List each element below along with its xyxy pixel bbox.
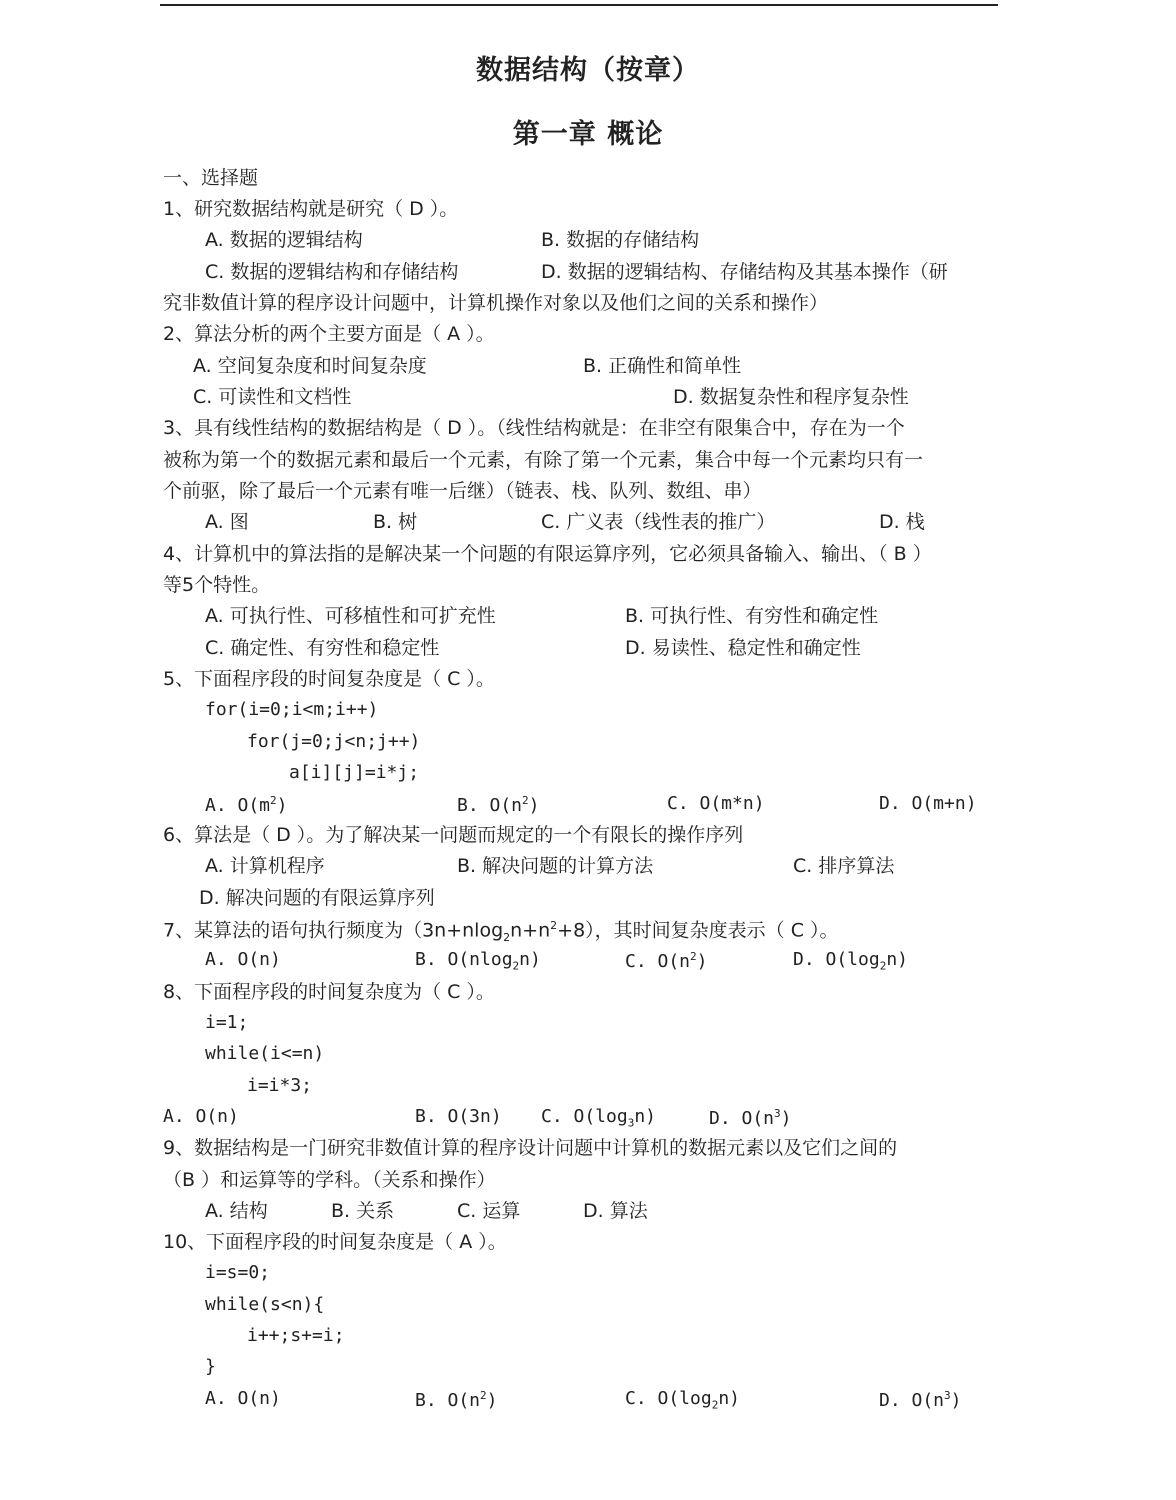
question-2-stem: 2、算法分析的两个主要方面是（ A ）。 [163, 323, 495, 345]
question-9-option-a: A. 结构 [205, 1200, 268, 1222]
question-9-option-d: D. 算法 [583, 1200, 648, 1222]
question-4-stem-line-2: 等5个特性。 [163, 574, 271, 596]
question-1-option-d-continued: 究非数值计算的程序设计问题中，计算机操作对象以及他们之间的关系和操作） [163, 292, 829, 314]
question-8-code-line-2: while(i<=n) [205, 1043, 325, 1064]
question-4-stem-line-1: 4、计算机中的算法指的是解决某一个问题的有限运算序列，它必须具备输入、输出、（ B ） [163, 543, 932, 565]
top-rule [160, 4, 998, 6]
question-5-stem: 5、下面程序段的时间复杂度是（ C ）。 [163, 668, 495, 690]
question-2-option-a: A. 空间复杂度和时间复杂度 [193, 355, 427, 377]
question-1-option-b: B. 数据的存储结构 [541, 229, 700, 251]
question-6-option-c: C. 排序算法 [793, 855, 895, 877]
question-1-option-d: D. 数据的逻辑结构、存储结构及其基本操作（研 [541, 261, 948, 283]
question-10-code-line-3: i++;s+=i; [247, 1325, 345, 1346]
question-8-code-line-3: i=i*3; [247, 1075, 313, 1096]
question-7-option-b: B. O(nlog$_2$n) [415, 949, 541, 973]
question-10-code-line-2: while(s<n){ [205, 1294, 325, 1315]
question-6-option-a: A. 计算机程序 [205, 855, 325, 877]
question-3-stem-line-1: 3、具有线性结构的数据结构是（ D ）。（线性结构就是：在非空有限集合中，存在为一个 [163, 417, 905, 439]
document-title: 数据结构（按章） [476, 55, 700, 86]
question-9-stem-line-2: （B ）和运算等的学科。（关系和操作） [163, 1169, 496, 1191]
question-8-stem: 8、下面程序段的时间复杂度为（ C ）。 [163, 981, 495, 1003]
question-5-option-c: C. O(m*n) [667, 793, 765, 814]
question-8-code-line-1: i=1; [205, 1012, 249, 1033]
question-1-option-c: C. 数据的逻辑结构和存储结构 [205, 261, 459, 283]
question-7-stem: 7、某算法的语句执行频度为$(3n+nlog_2n+n^2+8)$，其时间复杂度表示（ C ）。 [163, 919, 839, 945]
question-8-option-d: D. $O(n^3)$ [709, 1107, 792, 1129]
question-10-code-line-4: } [205, 1356, 216, 1377]
question-8-option-b: B. O(3n) [415, 1106, 502, 1127]
question-8-option-a: A. O(n) [163, 1106, 239, 1127]
question-1-stem: 1、研究数据结构就是研究（ D ）。 [163, 198, 459, 220]
question-3-option-d: D. 栈 [879, 511, 925, 533]
question-5-code-line-2: for(j=0;j<n;j++) [247, 731, 421, 752]
question-10-option-c: C. $O(\log_2n)$ [625, 1388, 741, 1412]
question-3-stem-line-2: 被称为第一个的数据元素和最后一个元素，有除了第一个元素，集合中每一个元素均只有一 [163, 449, 924, 471]
question-5-option-b: B. $O(n^2)$ [457, 794, 540, 816]
question-2-option-b: B. 正确性和简单性 [583, 355, 742, 377]
question-7-option-c: C. $O(n^2)$ [625, 950, 708, 972]
question-3-option-b: B. 树 [373, 511, 418, 533]
question-5-option-a: A. $O(m^2)$ [205, 794, 288, 816]
question-6-option-d: D. 解决问题的有限运算序列 [199, 887, 435, 909]
question-8-option-c: C. $O(\log_3n)$ [541, 1106, 657, 1130]
question-5-option-d: D. O(m+n) [879, 793, 977, 814]
question-3-option-c: C. 广义表（线性表的推广） [541, 511, 776, 533]
question-10-option-d: D. $O(n^3)$ [879, 1389, 962, 1411]
question-4-option-d: D. 易读性、稳定性和确定性 [625, 637, 861, 659]
question-9-stem-line-1: 9、数据结构是一门研究非数值计算的程序设计问题中计算机的数据元素以及它们之间的 [163, 1137, 898, 1159]
chapter-title: 第一章 概论 [512, 119, 664, 150]
question-6-stem: 6、算法是（ D ）。为了解决某一问题而规定的一个有限长的操作序列 [163, 824, 744, 846]
question-10-option-a: A. O(n) [205, 1388, 281, 1409]
question-4-option-a: A. 可执行性、可移植性和可扩充性 [205, 605, 496, 627]
question-10-code-line-1: i=s=0; [205, 1262, 271, 1283]
question-3-stem-line-3: 个前驱，除了最后一个元素有唯一后继）（链表、栈、队列、数组、串） [163, 480, 762, 502]
question-10-stem: 10、下面程序段的时间复杂度是（ A ）。 [163, 1231, 507, 1253]
question-4-option-b: B. 可执行性、有穷性和确定性 [625, 605, 879, 627]
question-5-code-line-3: a[i][j]=i*j; [289, 762, 420, 783]
question-3-option-a: A. 图 [205, 511, 249, 533]
question-7-option-a: A. O(n) [205, 949, 281, 970]
question-6-option-b: B. 解决问题的计算方法 [457, 855, 654, 877]
question-10-option-b: B. $O(n^2)$ [415, 1389, 498, 1411]
question-9-option-b: B. 关系 [331, 1200, 395, 1222]
question-9-option-c: C. 运算 [457, 1200, 521, 1222]
section-heading: 一、选择题 [163, 167, 259, 189]
question-2-option-c: C. 可读性和文档性 [193, 386, 352, 408]
question-7-option-d: D. $O(\log_2n)$ [793, 949, 909, 973]
question-2-option-d: D. 数据复杂性和程序复杂性 [673, 386, 909, 408]
question-5-code-line-1: for(i=0;i<m;i++) [205, 699, 379, 720]
question-1-option-a: A. 数据的逻辑结构 [205, 229, 363, 251]
question-4-option-c: C. 确定性、有穷性和稳定性 [205, 637, 440, 659]
